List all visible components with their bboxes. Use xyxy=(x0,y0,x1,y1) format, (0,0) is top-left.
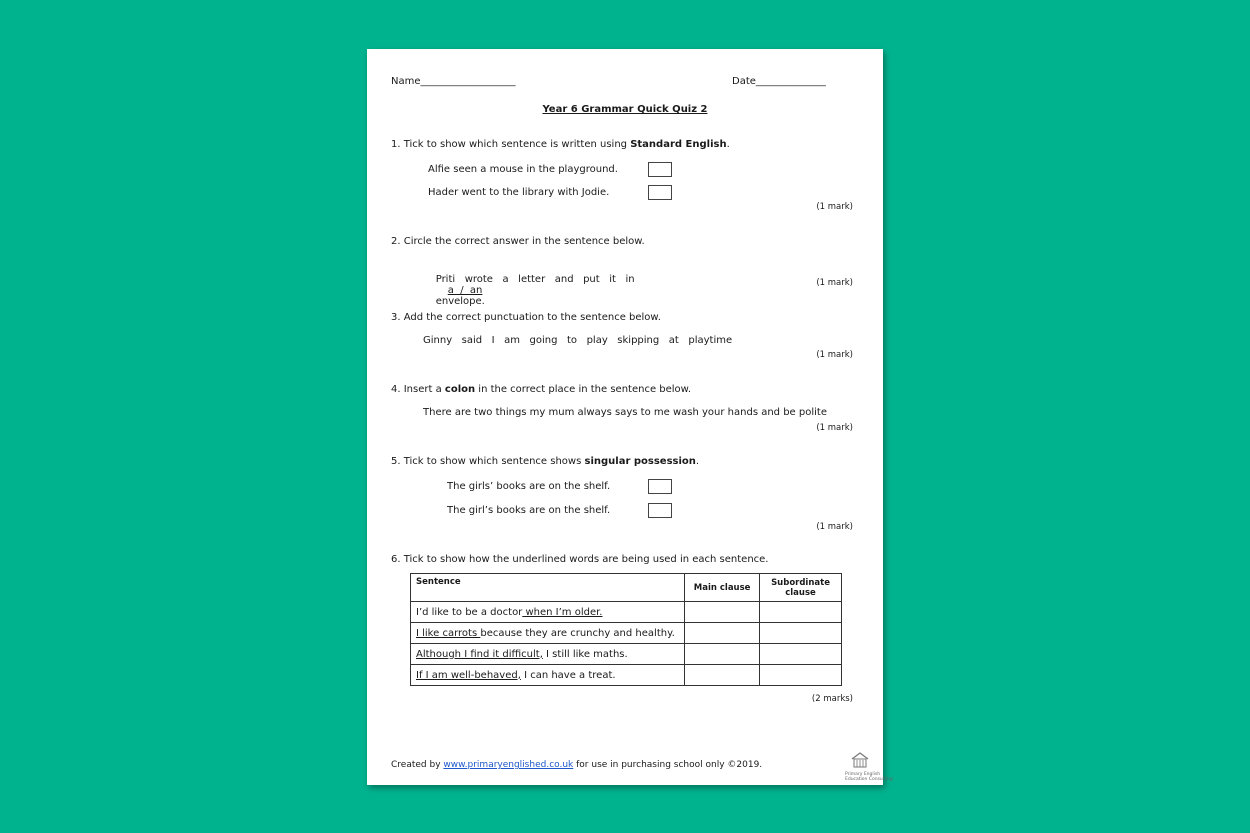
date-field xyxy=(732,76,826,87)
table-row xyxy=(411,602,842,623)
col-header-sentence: Sentence xyxy=(411,574,685,602)
q2-sentence-start: Priti wrote a letter and put it in xyxy=(435,274,635,285)
q6-clause-table xyxy=(410,573,842,686)
main-clause-tick-cell[interactable] xyxy=(685,602,760,623)
q5-mark: (1 mark) xyxy=(816,522,853,532)
q1-option-1: Alfie seen a mouse in the playground. xyxy=(428,164,618,175)
underlined-words: when I’m older. xyxy=(522,606,603,618)
main-clause-tick-cell[interactable] xyxy=(685,665,760,686)
sentence-cell xyxy=(411,602,685,623)
q2-mark: (1 mark) xyxy=(816,278,853,288)
q1-keyword: Standard English xyxy=(630,139,727,150)
school-building-icon xyxy=(850,752,870,768)
worksheet-page xyxy=(367,49,893,785)
name-field xyxy=(391,76,516,87)
footer-suffix: for use in purchasing school only ©2019. xyxy=(573,760,763,770)
q5-option-1: The girls’ books are on the shelf. xyxy=(447,481,611,492)
q1-option-2-tickbox[interactable] xyxy=(648,185,672,200)
date-line: ______________ xyxy=(755,76,826,87)
q4-keyword: colon xyxy=(444,384,476,395)
q2-sentence xyxy=(423,263,635,318)
q5-option-2-tickbox[interactable] xyxy=(648,503,672,518)
page-title: Year 6 Grammar Quick Quiz 2 xyxy=(542,104,708,115)
logo-line-1: Primary English xyxy=(845,772,881,777)
q4-prefix: 4. Insert a xyxy=(391,384,445,395)
q5-option-1-tickbox[interactable] xyxy=(648,479,672,494)
logo-line-2: Education Consulting xyxy=(845,777,893,782)
q4-suffix: in the correct place in the sentence below. xyxy=(475,384,692,395)
sentence-text: I’d like to be a doctor xyxy=(416,606,523,618)
sentence-text: I can have a treat. xyxy=(520,669,616,681)
subordinate-clause-tick-cell[interactable] xyxy=(760,644,842,665)
q2-prompt: 2. Circle the correct answer in the sentence below. xyxy=(391,236,645,247)
q6-mark: (2 marks) xyxy=(811,694,853,704)
underlined-words: Although I find it difficult, xyxy=(416,648,543,660)
table-header-row xyxy=(411,574,842,602)
q5-option-2: The girl’s books are on the shelf. xyxy=(447,505,611,516)
q2-sentence-end: envelope. xyxy=(435,296,485,307)
col-header-main-clause: Main clause xyxy=(685,574,760,602)
q1-option-1-tickbox[interactable] xyxy=(648,162,672,177)
date-label: Date xyxy=(732,76,756,87)
q3-sentence: Ginny said I am going to play skipping at playtime xyxy=(423,335,733,346)
sentence-cell xyxy=(411,665,685,686)
q4-mark: (1 mark) xyxy=(816,423,853,433)
q1-prompt xyxy=(391,139,730,150)
subordinate-clause-tick-cell[interactable] xyxy=(760,623,842,644)
table-row xyxy=(411,644,842,665)
subordinate-clause-tick-cell[interactable] xyxy=(760,665,842,686)
sentence-text: I still like maths. xyxy=(542,648,628,660)
q1-mark: (1 mark) xyxy=(816,202,853,212)
subordinate-clause-tick-cell[interactable] xyxy=(760,602,842,623)
footer-link[interactable]: www.primaryenglished.co.uk xyxy=(443,760,574,770)
sentence-text: because they are crunchy and healthy. xyxy=(480,627,675,639)
q5-prefix: 5. Tick to show which sentence shows xyxy=(391,456,585,467)
footer-prefix: Created by xyxy=(391,760,444,770)
q5-keyword: singular possession xyxy=(584,456,696,467)
q3-mark: (1 mark) xyxy=(816,350,853,360)
footer-credit xyxy=(391,760,762,770)
name-line: ___________________ xyxy=(420,76,516,87)
table-row xyxy=(411,665,842,686)
q1-suffix: . xyxy=(726,139,730,150)
q6-prompt: 6. Tick to show how the underlined words are being used in each sentence. xyxy=(391,554,769,565)
q1-option-2: Hader went to the library with Jodie. xyxy=(428,187,610,198)
main-clause-tick-cell[interactable] xyxy=(685,644,760,665)
q4-sentence: There are two things my mum always says to me wash your hands and be polite xyxy=(423,407,827,418)
col-header-subordinate-clause: Subordinate clause xyxy=(760,574,842,602)
q5-prompt xyxy=(391,456,699,467)
sentence-cell xyxy=(411,644,685,665)
table-row xyxy=(411,623,842,644)
q2-choice[interactable]: a / an xyxy=(447,285,483,296)
underlined-words: If I am well-behaved, xyxy=(416,669,521,681)
q4-prompt xyxy=(391,384,691,395)
q3-prompt: 3. Add the correct punctuation to the sentence below. xyxy=(391,312,661,323)
underlined-words: I like carrots xyxy=(416,627,481,639)
q1-prefix: 1. Tick to show which sentence is written using xyxy=(391,139,631,150)
name-label: Name xyxy=(391,76,421,87)
q5-suffix: . xyxy=(695,456,700,467)
sentence-cell xyxy=(411,623,685,644)
publisher-logo xyxy=(845,752,893,782)
main-clause-tick-cell[interactable] xyxy=(685,623,760,644)
